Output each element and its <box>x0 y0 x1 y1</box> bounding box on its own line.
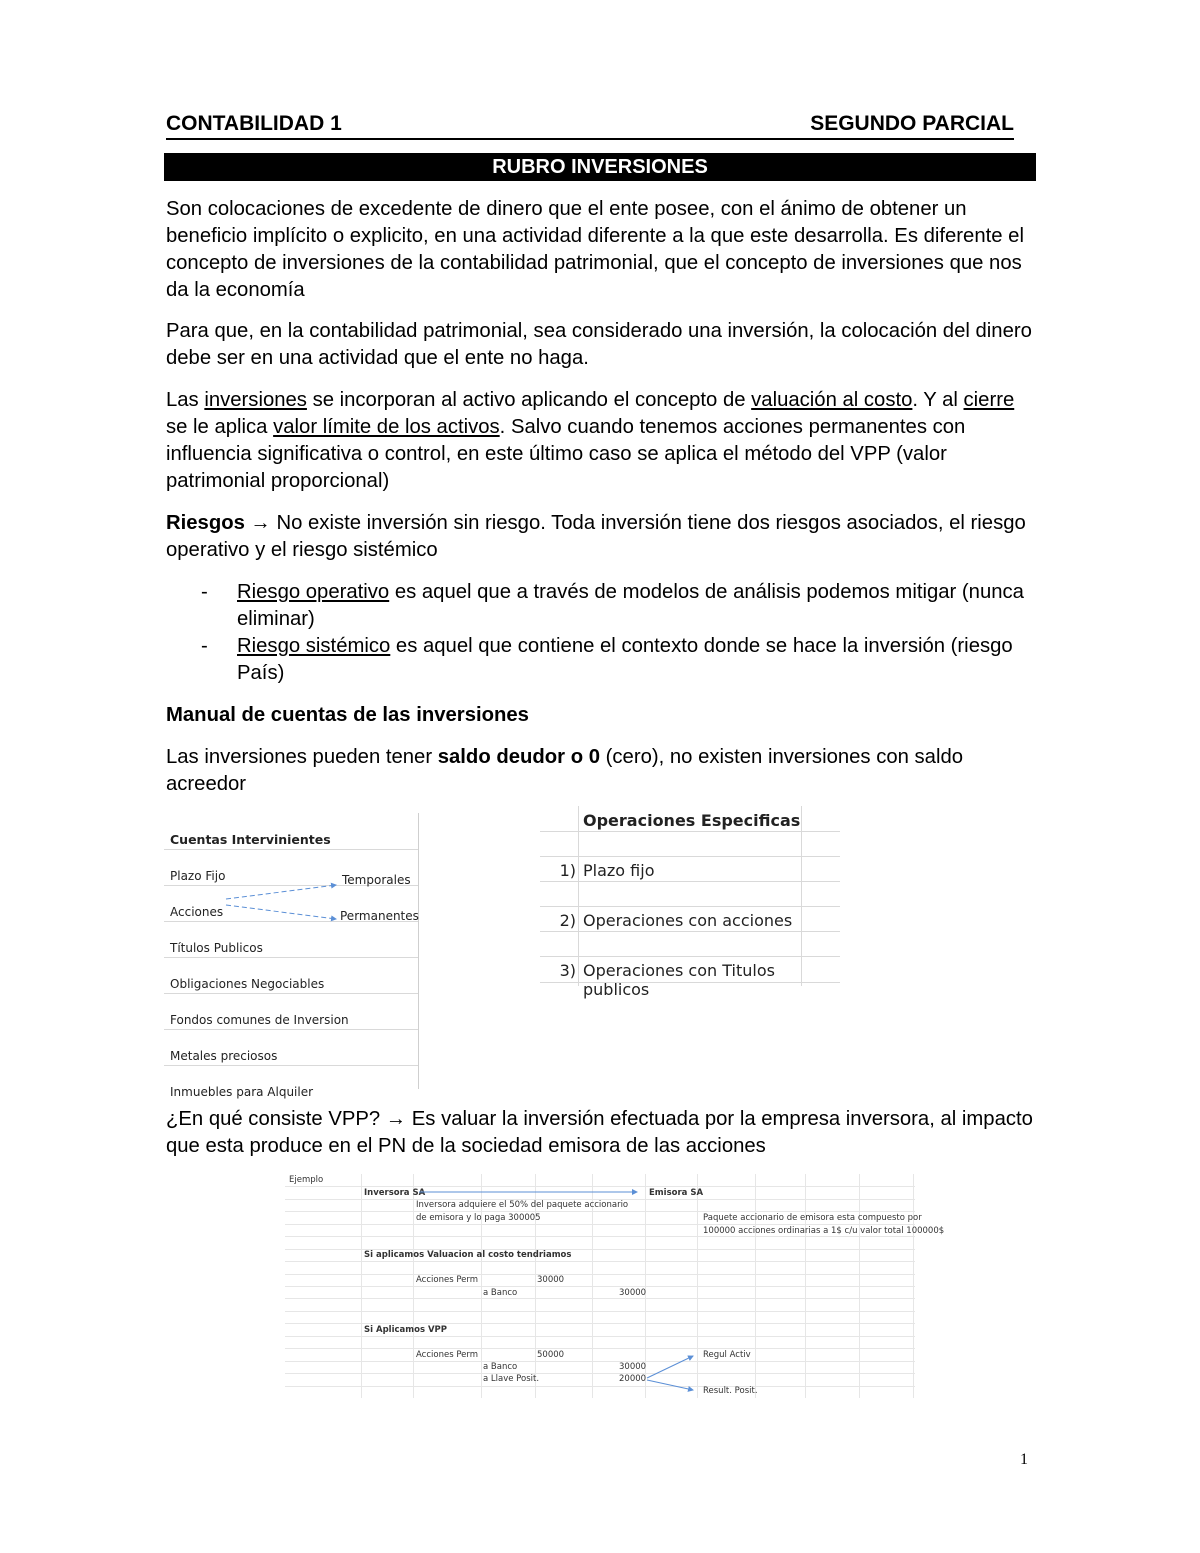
text-run: No existe inversión sin riesgo. Toda inversión tiene dos riesgos asociados, el riesgo operativo y el riesgo sistémico <box>166 512 1026 561</box>
paragraph-balance <box>166 744 1036 798</box>
sheet-header: Cuentas Intervinientes <box>170 832 331 847</box>
text-run: se incorporan al activo aplicando el concepto de <box>306 389 752 411</box>
temporales-label: Temporales <box>342 873 411 887</box>
text-run: es aquel que contiene el contexto donde se hace la inversión (riesgo País) <box>237 635 1013 684</box>
grid-line <box>540 831 840 832</box>
underlined-term: valor límite de los activos <box>273 416 500 438</box>
text-run: ¿En qué consiste VPP? <box>166 1108 381 1130</box>
operation-number: 3) <box>559 961 576 980</box>
investor-name: Inversora SA <box>364 1188 426 1198</box>
grid-line <box>540 931 840 932</box>
account-name: Fondos comunes de Inversion <box>170 1013 349 1027</box>
journal-account: Acciones Perm <box>416 1350 478 1360</box>
example-note: 100000 acciones ordinarias a 1$ c/u valor total 100000$ <box>703 1226 945 1236</box>
section-title: RUBRO INVERSIONES <box>164 153 1036 181</box>
journal-credit: 20000 <box>619 1374 647 1384</box>
sheet-header: Operaciones Especificas <box>583 811 801 830</box>
arrow-icon: → <box>385 1108 407 1130</box>
journal-account: a Banco <box>483 1362 518 1372</box>
text-run: Las <box>166 389 205 411</box>
page-number: 1 <box>1020 1451 1028 1468</box>
paragraph-text <box>166 744 1036 798</box>
grid-line <box>578 806 579 986</box>
account-name: Acciones <box>170 905 224 919</box>
issuer-name: Emisora SA <box>649 1188 704 1198</box>
result-label: Regul Activ <box>703 1350 751 1360</box>
underlined-term: Riesgo operativo <box>237 581 390 603</box>
underlined-term: Riesgo sistémico <box>237 635 391 657</box>
paragraph-vpp <box>166 1106 1036 1160</box>
operation-label: Plazo fijo <box>583 861 655 880</box>
risk-list <box>166 579 1036 687</box>
paragraph-text <box>166 510 1036 564</box>
manual-heading: Manual de cuentas de las inversiones <box>166 704 529 726</box>
text-run: . Y al <box>912 389 964 411</box>
example-note: de emisora y lo paga 300005 <box>416 1213 541 1223</box>
grid-line <box>801 806 802 986</box>
example-arrows-icon <box>285 1174 915 1398</box>
bold-term: Riesgos <box>166 512 245 534</box>
account-name: Inmuebles para Alquiler <box>170 1085 314 1099</box>
header-exam: SEGUNDO PARCIAL <box>810 112 1014 135</box>
operation-label: Operaciones con Titulos publicos <box>583 961 775 999</box>
journal-account: a Llave Posit. <box>483 1374 540 1384</box>
underlined-term: valuación al costo <box>751 389 913 411</box>
example-note: Inversora adquiere el 50% del paquete accionario <box>416 1200 629 1210</box>
list-item <box>166 579 1036 633</box>
permanentes-label: Permanentes <box>340 909 419 923</box>
paragraph-risks <box>166 510 1036 564</box>
paragraph-text: Para que, en la contabilidad patrimonial, sea considerado una inversión, la colocación del dinero debe ser en una actividad que el ente no haga. <box>166 320 1032 369</box>
result-label: Result. Posit. <box>703 1386 758 1396</box>
underlined-term: inversiones <box>204 389 307 411</box>
journal-credit: 30000 <box>619 1362 647 1372</box>
text-run: . Salvo cuando tenemos acciones permanentes con influencia significativa o control, en este último caso se aplica el método del VPP (valor patrimonial proporcional) <box>166 416 966 492</box>
account-name: Plazo Fijo <box>170 869 226 883</box>
account-name: Títulos Publicos <box>170 941 263 955</box>
journal-account: Acciones Perm <box>416 1275 478 1285</box>
paragraph-definition <box>166 196 1036 304</box>
page-header <box>166 112 1014 140</box>
paragraph-valuation <box>166 387 1036 495</box>
text-run: Las inversiones pueden tener <box>166 746 438 768</box>
grid-line <box>540 856 840 857</box>
operations-sheet <box>540 806 840 999</box>
bullet-dash: - <box>201 581 208 603</box>
underlined-term: cierre <box>963 389 1015 411</box>
text-run: (cero), no existen inversiones con saldo acreedor <box>166 746 964 795</box>
journal-debit: 50000 <box>537 1350 565 1360</box>
grid-line <box>540 956 840 957</box>
example-label: Ejemplo <box>289 1175 324 1185</box>
text-run: es aquel que a través de modelos de análisis podemos mitigar (nunca eliminar) <box>237 581 1024 630</box>
bullet-dash: - <box>201 635 208 657</box>
account-name: Obligaciones Negociables <box>170 977 325 991</box>
list-item <box>166 633 1036 687</box>
accounts-sheet <box>164 813 419 1099</box>
operation-number: 2) <box>559 911 576 930</box>
account-name: Metales preciosos <box>170 1049 278 1063</box>
paragraph-text <box>166 1106 1036 1160</box>
example-note: Paquete accionario de emisora esta compuesto por <box>703 1213 922 1223</box>
vpp-method-heading: Si Aplicamos VPP <box>364 1325 448 1335</box>
operation-label: Operaciones con acciones <box>583 911 793 930</box>
classification-arrows-icon <box>164 813 418 1089</box>
cost-method-heading: Si aplicamos Valuacion al costo tendriamos <box>364 1250 572 1260</box>
bold-term: saldo deudor o 0 <box>437 746 601 768</box>
header-course: CONTABILIDAD 1 <box>166 112 342 135</box>
grid-line <box>540 906 840 907</box>
paragraph-text: Son colocaciones de excedente de dinero que el ente posee, con el ánimo de obtener un beneficio implícito o explicito, en una actividad diferente a la que este desarrolla. Es diferente el concepto de inversiones de la contabilidad patrimonial, que el concepto de inversiones que nos da la economía <box>166 198 1024 301</box>
example-sheet <box>285 1174 945 1398</box>
text-run: se le aplica <box>166 416 274 438</box>
operation-number: 1) <box>559 861 576 880</box>
paragraph-text <box>166 387 1036 495</box>
paragraph-condition <box>166 318 1036 372</box>
arrow-icon: → <box>250 512 271 534</box>
journal-debit: 30000 <box>537 1275 565 1285</box>
text-run: Es valuar la inversión efectuada por la empresa inversora, al impacto que esta produce en el PN de la sociedad emisora de las acciones <box>166 1108 1033 1157</box>
journal-account: a Banco <box>483 1288 518 1298</box>
journal-credit: 30000 <box>619 1288 647 1298</box>
grid-line <box>540 881 840 882</box>
